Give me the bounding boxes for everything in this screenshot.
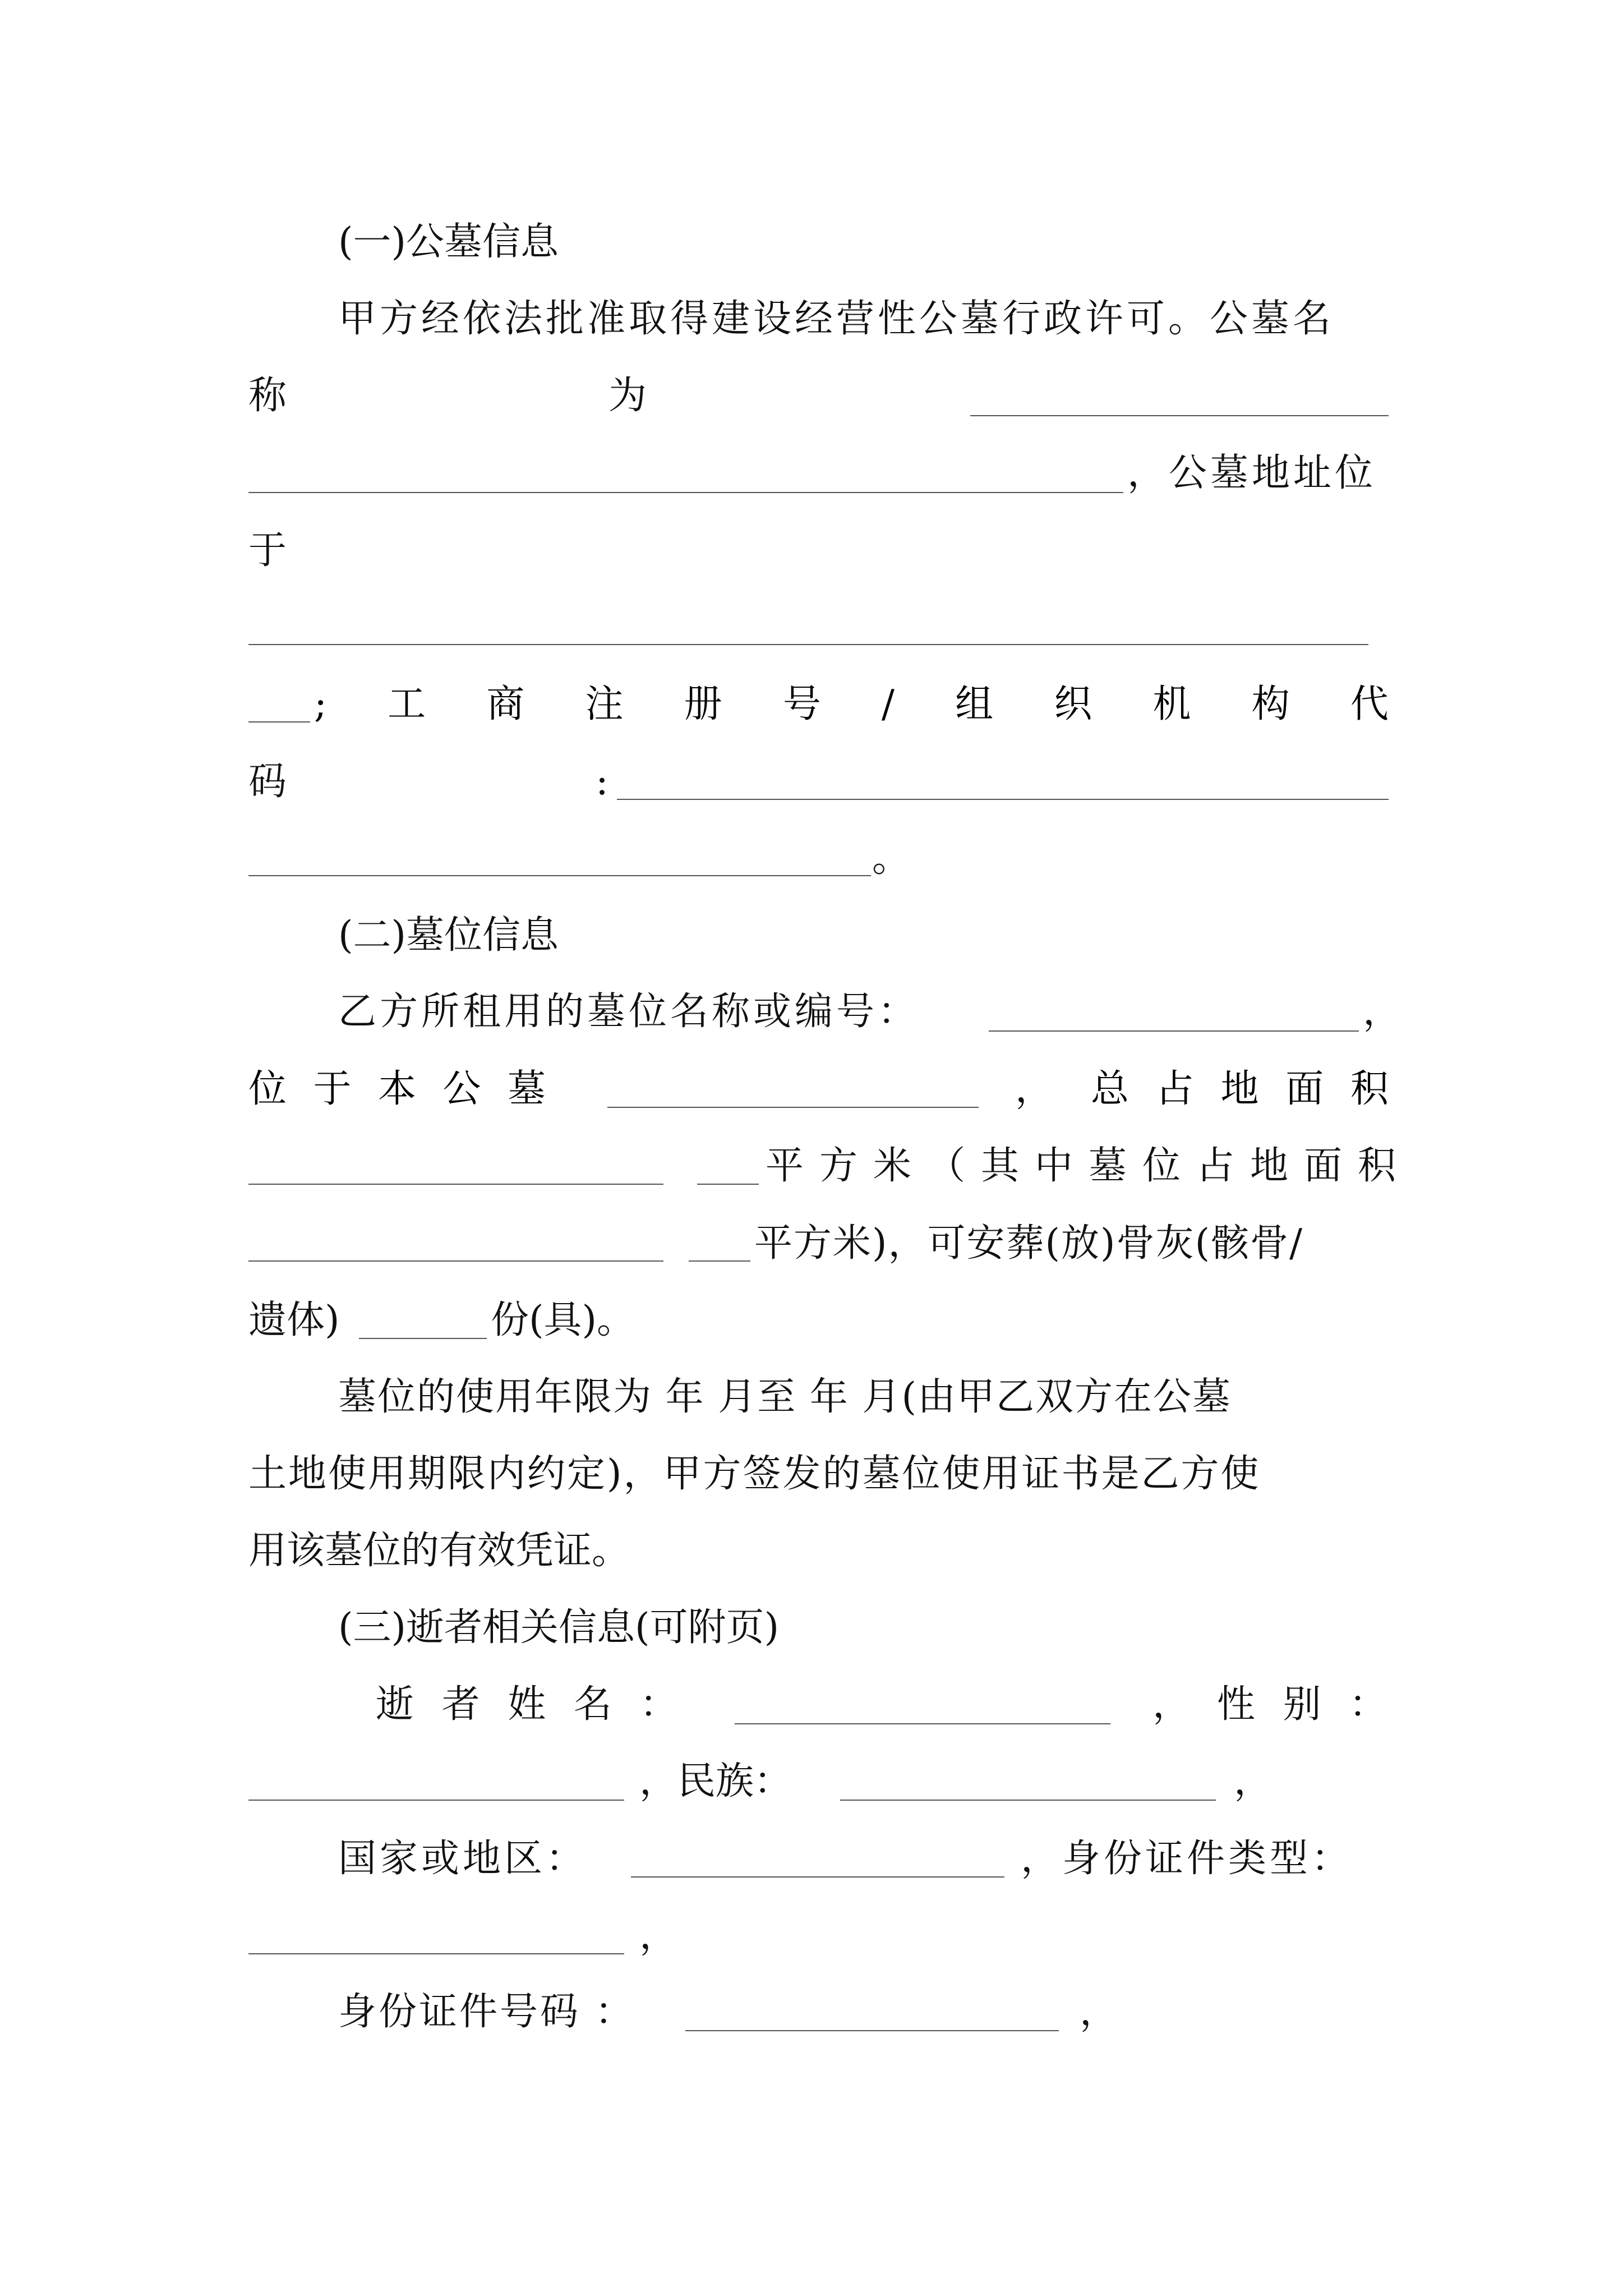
address-label: ，公墓地址位: [1127, 451, 1377, 495]
comma: ，: [639, 1913, 678, 1958]
id-type-label: ，身份证件类型：: [1021, 1837, 1353, 1881]
gender-label: 性 别 ：: [1217, 1682, 1395, 1727]
reg-char: 代: [1350, 682, 1389, 726]
plot-area-blank-cont[interactable]: [689, 1260, 750, 1262]
plot-name-blank[interactable]: [989, 1030, 1359, 1032]
label-wei: 为: [608, 374, 647, 418]
cemetery-name-blank[interactable]: [970, 415, 1389, 416]
section-heading-deceased-info: (三)逝者相关信息(可附页): [338, 1605, 780, 1650]
char: 公: [442, 1067, 481, 1111]
reg-char: ;: [314, 682, 327, 726]
char: 本: [377, 1067, 416, 1111]
ethnicity-blank[interactable]: [840, 1800, 1216, 1801]
plot-area-label: 平方米（其中墓位占地面积: [766, 1144, 1412, 1188]
comma: ，: [1363, 990, 1401, 1034]
reg-char: /: [882, 682, 895, 726]
ethnicity-label: ，民族：: [639, 1759, 792, 1803]
char: 位: [248, 1067, 287, 1111]
total-area-label: [1091, 1067, 1389, 1111]
cemetery-name-blank-cont[interactable]: [248, 492, 1123, 493]
label-cheng: 称: [248, 374, 287, 418]
capacity-count-blank[interactable]: [359, 1338, 487, 1339]
cemetery-address-blank-cont[interactable]: [248, 721, 310, 723]
total-area-blank-cont[interactable]: [697, 1184, 759, 1185]
reg-char: 工: [388, 682, 426, 726]
burial-capacity-label: 平方米)，可安葬(放)骨灰(骸骨/: [754, 1221, 1304, 1266]
char: 地: [1220, 1067, 1259, 1111]
registration-number-blank[interactable]: [617, 799, 1389, 800]
id-number-blank[interactable]: [685, 2030, 1059, 2031]
char: 面: [1285, 1067, 1324, 1111]
comma: ，: [1080, 1990, 1118, 2034]
char: 积: [1350, 1067, 1389, 1111]
usage-period-text: 墓位的使用年限为 年 月至 年 月(由甲乙双方在公墓: [338, 1375, 1232, 1419]
comma: ，: [1234, 1759, 1272, 1803]
char: 总: [1091, 1067, 1129, 1111]
reg-char: 册: [684, 682, 722, 726]
plot-location-label: [248, 1067, 546, 1111]
reg-char: 组: [955, 682, 994, 726]
cemetery-permit-text: 甲方经依法批准取得建设经营性公墓行政许可。公墓名: [338, 297, 1335, 341]
reg-char: 商: [486, 682, 525, 726]
gender-blank[interactable]: [248, 1800, 624, 1801]
section-heading-cemetery-info: (一)公墓信息: [338, 220, 559, 264]
deceased-name-blank[interactable]: [735, 1723, 1110, 1724]
reg-char: 号: [782, 682, 821, 726]
deceased-name-label: 逝 者 姓 名 ：: [376, 1682, 686, 1727]
remains-label: 遗体): [248, 1298, 340, 1342]
usage-period-text-2: 土地使用期限内约定)，甲方签发的墓位使用证书是乙方使: [248, 1452, 1261, 1496]
usage-period-text-3: 用该墓位的有效凭证。: [248, 1529, 630, 1573]
reg-char: 构: [1251, 682, 1290, 726]
cemetery-address-blank[interactable]: [248, 644, 1368, 645]
reg-char: 机: [1152, 682, 1191, 726]
total-area-blank[interactable]: [248, 1184, 663, 1185]
colon: :: [596, 760, 608, 804]
reg-char: 注: [585, 682, 624, 726]
id-type-blank[interactable]: [248, 1953, 624, 1954]
plot-name-label: 乙方所租用的墓位名称或编号：: [338, 990, 920, 1034]
section-heading-plot-info: (二)墓位信息: [338, 913, 559, 958]
comma: ，: [1015, 1067, 1054, 1111]
char: 墓: [507, 1067, 546, 1111]
char: 于: [313, 1067, 352, 1111]
country-label: 国家或地区：: [338, 1837, 588, 1881]
reg-char: 织: [1054, 682, 1092, 726]
plot-location-blank[interactable]: [607, 1107, 979, 1108]
comma: ，: [1152, 1682, 1191, 1727]
registration-number-blank-cont[interactable]: [248, 875, 871, 876]
country-blank[interactable]: [631, 1876, 1004, 1878]
label-yu: 于: [248, 528, 287, 573]
period: 。: [872, 836, 911, 881]
plot-area-blank[interactable]: [248, 1260, 663, 1262]
id-number-label: 身份证件号码 ：: [338, 1990, 635, 2034]
label-ma: 码: [248, 760, 287, 804]
char: 占: [1155, 1067, 1194, 1111]
registration-label-row: [314, 682, 1389, 726]
capacity-unit: 份(具)。: [491, 1298, 635, 1342]
